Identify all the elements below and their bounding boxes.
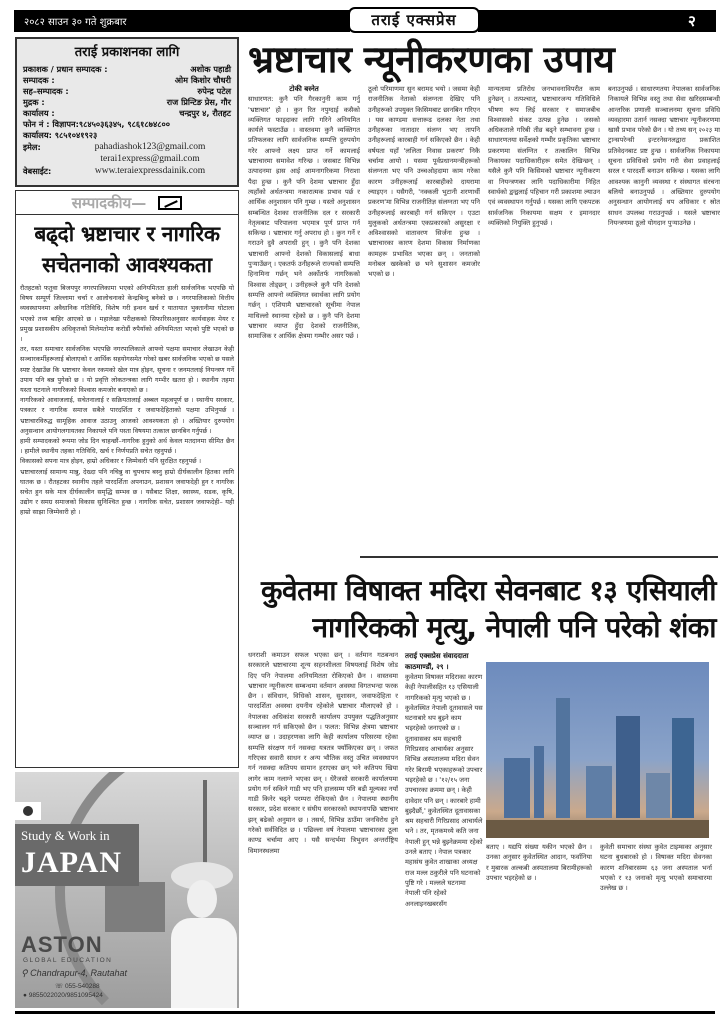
ad-title-box [15, 824, 139, 886]
website-link[interactable]: www.teraiexpressdainik.com [94, 166, 206, 176]
pen-icon [158, 196, 182, 210]
ad-country: JAPAN [21, 846, 123, 879]
imprint-email-row [23, 153, 231, 165]
dateline: काठमाण्डौं, २९ । [405, 663, 449, 671]
main-headline: भ्रष्टाचार न्यूनीकरणका उपाय [248, 38, 615, 81]
editorial-box [15, 190, 239, 768]
paragraph: रौतहटको फतुवा बिजयपुर नगरपालिकामा भएको अनियमितता हाली सार्वजनिक भएपछि यो विषय सम्पूर्ण जिल्लामा चर्चा र आलोचनाको केन्द्रबिन्दु बनेको छ । नगरपालिकाको वित्तीय व्यवस्थापनमा अवैधानिक गतिविधि, विशेष गरी इन्धन खर्च र यातायात भुक्तानीमा घोटाला भएको तथ्य बाहिर आएको छ । महालेखा परीक्षकको सिफारिसअनुसार कार्यवाहक मेयर र प्रमुख प्रशासकीय अधिकृतको मिलेमतोमा करोडौं रुपैयाँको अनियमितता भएको पुष्टि भएको छ । [20, 284, 234, 344]
editorial-label: सम्पादकीय— [71, 193, 147, 212]
imprint-row: कार्यालय : चन्द्रपुर ४, रौतहट [23, 108, 231, 118]
email-link[interactable]: pahadiashok123@gmail.com [94, 142, 206, 152]
second-article-column: कुवेतमा विषाक्त मदिराका कारण केही नेपालीसहित १३ एसियाली नागरिकको मृत्यु भएको छ । कुवेतस्थित नेपाली दूतावासले यस घटनाबारे थप बुझ्ने काम भइरहेको जनाएको छ । दूतावासका श्रम सहचारी गिरिप्रसाद आचार्यका अनुसार विभिन्न अस्पतालमा मदिरा सेवन गरेर बिरामी भएकाहरूको उपचार भइरहेको छ । '१२/१५ जना उपचारका क्रममा छन् । केही दावेदार पनि छन् । कारबारे हामी बुझ्दैछौं,' कुवेतस्थित दूतावासका श्रम सहचारी गिरिप्रसाद आचार्यले भने । तर, मृतकमध्ये कति जना नेपाली हुन् भन्ने बुझ्नेक्रममा रहेको उनले बताए । नेपाल पत्रकार महासंघ कुवेत शाखाका अध्यक्ष राज मल्ल ठकुरीले पनि घटनाको पुष्टि गरे । मल्लले घटनामा नेपाली पनि रहेको अनलाइनखबरसँग [405, 673, 483, 908]
imprint-row: मुद्रक : राज प्रिन्टिङ प्रेस, गौर [23, 97, 231, 107]
issue-date: २०८२ साउन ३० गते शुक्रबार [24, 17, 127, 28]
paragraph: तर, यस्ता समाचार सार्वजनिक भएपछि नगरपालिकाले आफ्नो पक्षमा समाचार लेखाउन केही सञ्चारकर्मीहरूलाई बोलाएको र आर्थिक सहयोगसमेत गरेको खबर सार्वजनिक भएको छ यसले स्पष्ट देखाउँछ कि भ्रष्टाचार केवल रकमको खेल मात्र होइन, सूचना र जनमतलाई नियन्त्रण गर्ने उपाय पनि बन्न पुगेको छ । यो प्रवृत्ति लोकतन्त्रका लागि गम्भीर खतरा हो । स्थानीय तहमा यस्ता घटनाले नागरिकको विश्वास कमजोर बनाएको छ । [20, 345, 234, 395]
ad-brand-logo: ASTON [21, 932, 103, 957]
second-byline: तराई एक्सप्रेस संवाददाता काठमाण्डौं, २९ । [405, 651, 485, 673]
byline: टोकी बस्नेत [289, 85, 319, 93]
mobile-icon: ● [23, 992, 29, 999]
ad-phone: ☏ 055-540288 [55, 983, 100, 990]
second-article-text-left: बताए । यद्यपि संख्या यकीन भएको छैन । उनका अनुसार कुवेतस्थित आदान, फर्वानिया र मुबारक अल्कबी अस्पतालमा बिरामीहरूको उपचार भइरहेको छ । [486, 843, 592, 882]
second-article-text-right: कुवेती समाचार संस्था कुवेत टाइम्सका अनुसार घटना बुधबारको हो । विषाक्त मदिरा सेवनका कारण शनिबारसम्म ६३ जना अस्पताल भर्ना भएको र १३ जनाको मृत्यु भएको समाचारमा उल्लेख छ । [600, 843, 712, 893]
ad-address: ⚲ Chandrapur-4, Rautahat [21, 968, 127, 978]
imprint-box [15, 37, 239, 187]
article-column: ठूलो परिमाणमा सुन बरामद भयो । जसमा केही राजनीतिक नेताको संलग्नता देखिए पनि उनीहरूको उपयुक्त किसिमबाट छानबिन गरिएन । यस काण्डमा सत्तारूढ दलका नेता तथा उनीहरूका नातादार संलग्न भए तापनि उनीहरूलाई कारबाही गर्न सकिएको छैन । केही वर्षयता यहाँ 'ललिता निवास प्रकरण' निकै चर्चामा आयो । यसमा पूर्वप्रधानमन्त्रीहरूको संलग्नता भए पनि उच्चओहदामा काम गरेका कारण उनीहरूलाई कारबाहीको दायरामा ल्याइएन । यसैगरी, 'नक्कली भुटानी शरणार्थी प्रकरण'मा विभिन्न राजनीतिज्ञ संलग्नता भए पनि उनीहरूलाई कारबाही गर्न सकिएन । एउटा मुलुकको अर्थतन्त्रमा एकप्रकारको असुरक्षा र अविश्वासको वातावरण सिर्जना हुन्छ । भ्रष्टाचारका कारण देशमा विकास निर्माणका कामहरू प्रभावित भएका छन् । जनताको मनोबल खस्केको छ भने सुशासन कमजोर भएको छ । [368, 85, 480, 279]
ad-brand-sub: GLOBAL EDUCATION [23, 957, 113, 964]
header-bar-right [478, 10, 716, 32]
imprint-office-phone: कार्यालय: ९८५१०४१९२३ [23, 130, 98, 140]
imprint-title: तराई प्रकाशनका लागि [74, 45, 180, 60]
kuwait-city-photo [486, 662, 709, 838]
article-column: टोकी बस्नेत साधारणत: कुनै पनि गैरकानुनी काम गर्नु 'भ्रष्टाचार' हो । कुन रित नपुग्दाई कसैको व्यक्तिगत फाइदाका लागि गरिने अनियमित कार्यले फस्टाउँछ । वास्तवमा कुनै व्यक्तिगत प्रतिफलका लागि सार्वजनिक सम्पत्ति दुरुपयोग गरेर आफ्नो लक्ष्य प्राप्त गर्ने कामलाई भ्रष्टाचारमा समावेश गरिन्छ । जसबाट विभिन्न उत्पादनमा ह्रास आई आमनागरिकमा निराशा पैदा हुन्छ । कुनै पनि देशमा भ्रष्टाचार हुँदा त्यहाँको अर्थतन्त्रमा नकारात्मक प्रभाव पर्छ र आर्थिक अनुशासन पनि गुम्छ । यस्तो अनुशासन सम्बन्धित देशका राजनीतिक दल र सरकारी नेतृत्वबाट परिपालना भएमात्र पूर्ण प्राप्त गर्न सकिन्छ । भ्रष्टाचार गर्नु अपराध हो । कुन गर्ने र गराउने दुवै अपराधी हुन् । कुनै पनि देशका भ्रष्टाचारी आफ्नो देशको विकासलाई बाधा पुर्‍याउँछन् । एकतर्फ उनीहरूले राज्यको सम्पत्ति हिनामिना गर्छन् भने अर्कोतर्फ नागरिकको विश्वास तोड्छन् । उनीहरूले कुनै पनि देशको सम्पत्ति आफ्नो व्यक्तिगत स्वार्थका लागि प्रयोग गर्छन् । एशियामै भ्रष्टाचारको सूचीमा नेपाल माथिल्लो स्थानमा रहेको छ । कुनै पनि देशमा भ्रष्टाचार व्याप्त हुँदा देशको राजनीतिक, सामाजिक र आर्थिक क्षेत्रमा गम्भीर असर पर्छ । [248, 85, 360, 341]
location-pin-icon: ⚲ [21, 968, 31, 978]
page-bottom-rule [15, 1011, 715, 1014]
phone-icon: ☏ [55, 983, 65, 990]
continued-column: धनराशी कमाउन सफल भएका छन् । वर्तमान गठबन्धन सरकारले भ्रष्टाचारमा शून्य सहनशीलता विषयलाई विशेष जोड दिए पनि नेपालमा अनियमितता रोकिएको छैन । वास्तवमा भ्रष्टाचार न्यूनीकरण सम्बन्धमा वर्तमान अवस्था विगतभन्दा फरक छैन । संविधान, विधिको शासन, सुशासन, जवाफदेहिता र पारदर्शिता अवस्था दयनीय रहेकोले भ्रष्टाचार मौलाएको हो । नेपालका अधिकांश सरकारी कार्यालय उपयुक्त पद्धतिअनुसार सञ्चालन गर्न सकिएको छैन । फलत: विभिन्न क्षेत्रमा भ्रष्टाचार व्याप्त छ । उदाहरणका लागि केही कार्यालय परिसरमा रहेका सम्पत्ति संरक्षण गर्न नसक्दा यत्रतत्र फ्याँकिएका छन् । जफत गरिएका सवारी साधन र अन्य भौतिक वस्तु उचित व्यवस्थापन गर्न नसक्दा कतिपय सामान हराएका छन् भने कतिपय खिया लागेर काम नलाग्ने भएका छन् । धेरैजसो सरकारी कार्यालयमा प्रयोग गर्न सकिने गाडी भए पनि हालसम्म पनि बढी मूल्यका नयाँ गाडी किनेर चढ्ने परम्परा रोकिएको छैन । नेपालमा स्थानीय सरकार, प्रदेश सरकार र संघीय सरकारको स्थापनापछि भ्रष्टाचार झन् बढेको अनुमान छ । तसर्थ, विभिन्न ठाउँमा जनविरोध हुने गरेको सर्वविदित छ । पछिल्ला वर्ष नेपालमा भ्रष्टाचारका ठूला काण्ड चर्चामा आए । यसै सन्दर्भमा त्रिभुवन अन्तर्राष्ट्रिय विमानस्थलमा [248, 651, 398, 855]
imprint-website-row: वेबसाईट: www.teraiexpressdainik.com [23, 165, 231, 177]
paragraph: हामी सम्पादकको रूपमा जोड दिन चाहन्छौं–नागरिक हुनुको अर्थ केवल मतदानमा सीमित छैन । हामीले स्थानीय तहका गतिविधि, खर्च र निर्णयप्रति सचेत रहनुपर्छ । [20, 437, 234, 456]
imprint-row: सह–सम्पादक : रुपेन्द्र पटेल [23, 86, 231, 96]
imprint-email-row: इमेल: pahadiashok123@gmail.com [23, 141, 231, 153]
section-divider [360, 556, 718, 558]
ad-tagline: Study & Work in [21, 828, 110, 843]
main-article-columns [248, 84, 720, 554]
second-headline: कुवेतमा विषाक्त मदिरा सेवनबाट १३ एसियाली नागरिकको मृत्यु, नेपाली पनि परेको शंका [261, 574, 716, 644]
paragraph: विकासको सपना मात्र होइन, हाम्रो अधिकार र जिम्मेवारी पनि सुरक्षित रहनुपर्छ । [20, 457, 202, 466]
japan-flag-icon [15, 802, 41, 820]
imprint-phone: फोन नं : विज्ञापन:९८४५०३६३४५, ९८६१८७४८०० [23, 119, 170, 129]
page-number: २ [688, 12, 696, 30]
masthead: तराई एक्सप्रेस [348, 7, 480, 33]
ad-mobile: ● 9855022020/9851095424 [23, 992, 103, 999]
paragraph: भ्रष्टाचारलाई सामान्य मान्नु, देख्दा पनि नचिन्नु वा चुपचाप बस्नु हाम्रो दीर्घकालीन हितका लागि घातक छ । रौतहटका स्थानीय तहले पारदर्शिता अपनाउन, प्रशासन जवाफदेही हुन र नागरिक सचेत हुन सके मात्र दीर्घकालीन समृद्धि सम्भव छ । यसैबाट शिक्षा, स्वास्थ्य, सडक, कृषि, उद्योग र समग्र समाजको विकास सुनिश्चित हुन्छ । नागरिक सचेत, प्रशासन जवाफदेही– यही हाम्रो साझा जिम्मेवारी हो । [20, 467, 234, 517]
city-illustration [105, 882, 165, 932]
imprint-row: सम्पादक : ओम किशोर चौधरी [23, 75, 231, 85]
editorial-body [16, 281, 238, 520]
article-column: मान्यतामा प्रतिरोध जनभावनाविपरीत काम हुनेछन् । तत्पश्चात्, भ्रष्टाचारजन्य गतिविधिले भीषण रूप लिई सरकार र समाजबीच विश्वासको संकट उत्पन्न हुनेछ । जसको अधिकताले गरिबी तीव्र बढ्ने सम्भावना हुन्छ । साधारणतया सर्वेक्षको गम्भीर प्रकृतिका भ्रष्टाचार प्रकरणमा संलग्नित र तत्कालिन विभिन्न निकायका पदाधिकारीहरू समेत देखिन्छन् । यसैले कुनै पनि किसिमको भ्रष्टाचार न्यूनीकरण वा नियन्त्रणका लागि पदाधिकारीमा निहित स्वार्थको द्वन्द्वलाई पहिचान गरी प्रकाशमा ल्याउन एवं व्यवस्थापन गर्नुपर्छ । यसका लागि एकपटक सार्वजनिक निकायमा सक्षम र इमानदार व्यक्तिको नियुक्ति हुनुपर्छ । [488, 85, 600, 227]
advertisement[interactable] [15, 772, 239, 1008]
paragraph: नागरिकको आवाजलाई, सचेतनालाई र सक्रियतालाई अब्बल महत्वपूर्ण छ । स्थानीय सरकार, पत्रकार र नागरिक समाज सबैले पारदर्शिता र जवाफदेहिताको पक्षमा उभिनुपर्छ । भ्रष्टाचारविरुद्ध सामूहिक आवाज उठाउनु आजको आवश्यकता हो । अख्तियार दुरुपयोग अनुसन्धान आयोगलगायतका निकायले पनि यस्ता विषयमा तत्काल छानबिन गर्नुपर्छ । [20, 396, 234, 435]
editorial-headline: बढ्दो भ्रष्टाचार र नागरिक सचेतनाको आवश्यकता [34, 222, 220, 277]
imprint-row: प्रकाशक / प्रधान सम्पादक : अशोक पहाडी [23, 64, 231, 74]
email-link[interactable]: terai1express@gmail.com [100, 154, 200, 164]
editorial-header [16, 191, 238, 215]
student-photo [165, 862, 239, 1008]
article-column: बनाउनुपर्छ । साधारणतया नेपालका सार्वजनिक निकायले विभिन्न वस्तु तथा सेवा खरिदसम्बन्धी आन्तरिक प्रणाली सञ्चालनमा सूचना प्रविधि व्यवहारमा उतार्न नसक्दा भ्रष्टाचार न्यूनीकरणमा खासै प्रभाव परेको छैन । यो तथ्य सन् २०२३ मा ट्रान्सपरेन्सी इन्टरनेसनलद्वारा प्रकाशित प्रतिवेदनबाट प्रष्ट हुन्छ । सार्वजनिक निकायमा सूचना प्रविधिको प्रयोग गरी सेवा प्रवाहलाई सरल र पारदर्शी बनाउन सकिन्छ । यसका लागि आवश्यक कानुनी व्यवस्था र संस्थागत संरचना बलियो बनाउनुपर्छ । अख्तियार दुरुपयोग अनुसन्धान आयोगलाई थप अधिकार र स्रोत साधन उपलब्ध गराउनुपर्छ । यसले भ्रष्टाचार नियन्त्रणमा ठूलो योगदान पुर्‍याउनेछ । [608, 85, 720, 227]
